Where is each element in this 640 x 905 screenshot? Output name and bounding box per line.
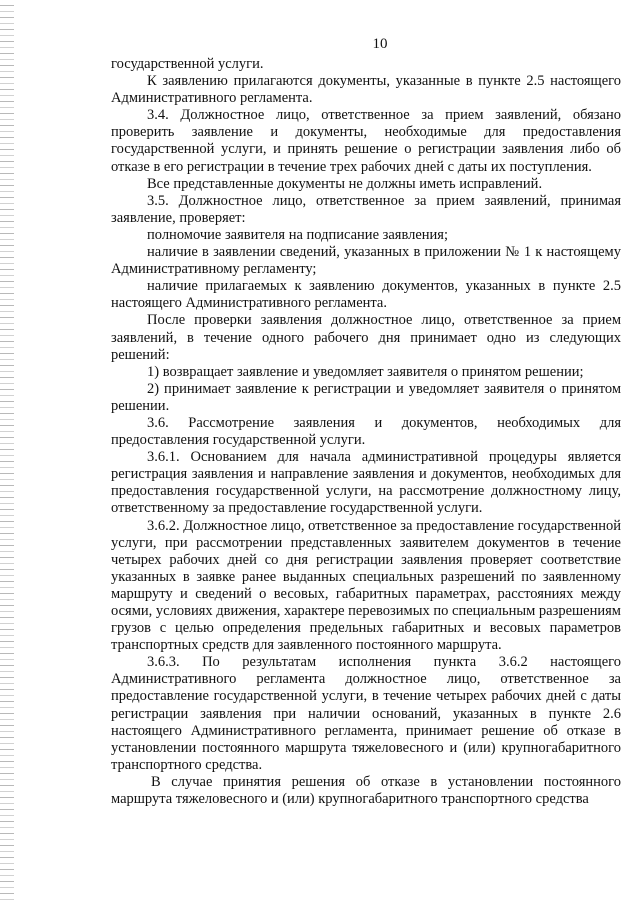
list-item: 2) принимает заявление к регистрации и уведомляет заявителя о принятом решении. [111, 380, 621, 414]
scan-margin-marks [0, 0, 14, 905]
paragraph: 3.6.1. Основанием для начала административной процедуры является регистрация заявления и направление заявления и документов, необходимых для предоставления государственной услуги, на рассмотрение должностному лицу, ответственному за предоставление государственной услуги. [111, 449, 621, 517]
paragraph: 3.4. Должностное лицо, ответственное за прием заявлений, обязано проверить заявление и документы, необходимые для предоставления государственной услуги, и принять решение о регистрации заявления либо об отказе в его регистрации в течение трех рабочих дней с даты их поступления. [111, 107, 621, 175]
document-body [111, 56, 621, 808]
paragraph: 3.6. Рассмотрение заявления и документов, необходимых для предоставления государственной услуги. [111, 414, 621, 449]
page-number: 10 [372, 36, 388, 52]
list-item: наличие в заявлении сведений, указанных в приложении № 1 к настоящему Административному регламенту; [111, 244, 621, 278]
paragraph: В случае принятия решения об отказе в установлении постоянного маршрута тяжеловесного и (или) крупногабаритного транспортного средства [111, 773, 621, 808]
list-item: 1) возвращает заявление и уведомляет заявителя о принятом решении; [147, 363, 584, 380]
paragraph: 3.6.2. Должностное лицо, ответственное за предоставление государственной услуги, при рассмотрении представленных заявителем документов в течение четырех рабочих дней со дня регистрации заявления проверяет соответствие указанных в заявке ранее выданных специальных разрешений по заявленному маршруту и сведений о весовых, габаритных параметрах, расстояниях между осями, условиях движения, характере перевозимых по специальным разрешениям грузов с целью определения предельных габаритных и весовых параметров транспортных средств для заявленного постоянного маршрута. [111, 517, 621, 654]
paragraph: 3.6.3. По результатам исполнения пункта 3.6.2 настоящего Административного регламента должностное лицо, ответственное за предоставление государственной услуги, в течение четырех рабочих дней с даты регистрации заявления при наличии оснований, указанных в пункте 2.6 настоящего Административного регламента, принимает решение об отказе в установлении постоянного маршрута тяжеловесного и (или) крупногабаритного транспортного средства. [111, 654, 621, 773]
paragraph: Все представленные документы не должны иметь исправлений. [147, 175, 543, 192]
list-item: наличие прилагаемых к заявлению документов, указанных в пункте 2.5 настоящего Административного регламента. [111, 278, 621, 312]
paragraph: государственной услуги. [111, 56, 264, 72]
paragraph: К заявлению прилагаются документы, указанные в пункте 2.5 настоящего Административного регламента. [111, 73, 621, 107]
paragraph: 3.5. Должностное лицо, ответственное за прием заявлений, принимая заявление, проверяет: [111, 192, 621, 226]
paragraph: После проверки заявления должностное лицо, ответственное за прием заявлений, в течение одного рабочего дня принимает одно из следующих решений: [111, 312, 621, 363]
list-item: полномочие заявителя на подписание заявления; [147, 226, 449, 243]
